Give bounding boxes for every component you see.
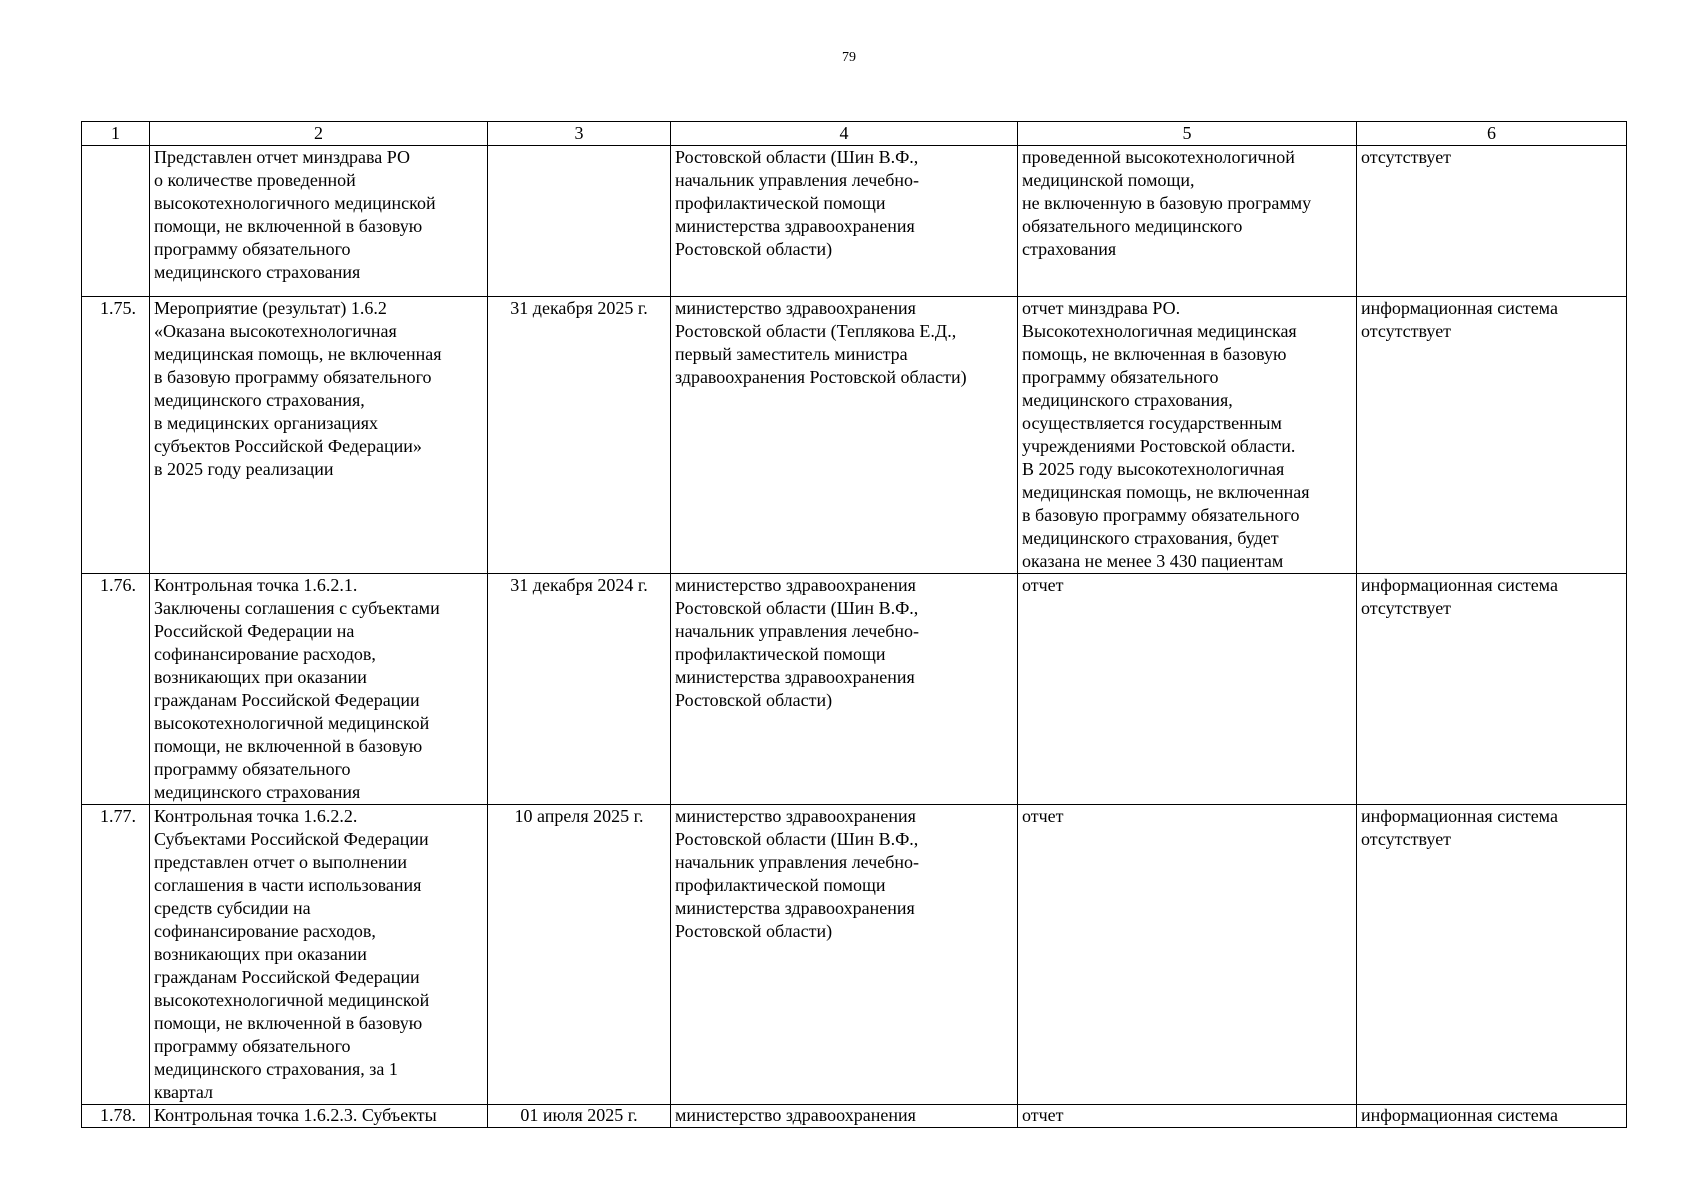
result-cell: отчет — [1018, 805, 1357, 1105]
header-cell: 1 — [82, 122, 150, 146]
table-row — [82, 574, 1627, 805]
header-cell: 5 — [1018, 122, 1357, 146]
event-cell: Контрольная точка 1.6.2.2. Субъектами Российской Федерации представлен отчет о выполнении соглашения в части использования средств субсидии на софинансирование расходов, возникающих при оказании гражданам Российской Федерации высокотехнологичной медицинской помощи, не включенной в базовую программу обязательного медицинского страхования, за 1 квартал — [150, 805, 488, 1105]
row-number: 1.78. — [82, 1105, 150, 1128]
header-cell: 2 — [150, 122, 488, 146]
page-number: 79 — [842, 50, 856, 65]
date-cell: 01 июля 2025 г. — [488, 1105, 671, 1128]
info-system-cell: информационная система отсутствует — [1357, 574, 1627, 805]
info-system-cell: информационная система — [1357, 1105, 1627, 1128]
table-row — [82, 297, 1627, 574]
result-cell: отчет — [1018, 574, 1357, 805]
row-number: 1.76. — [82, 574, 150, 805]
result-cell: отчет — [1018, 1105, 1357, 1128]
date-cell — [488, 146, 671, 297]
result-cell: отчет минздрава РО. Высокотехнологичная медицинская помощь, не включенная в базовую программу обязательного медицинского страхования, осуществляется государственным учреждениями Ростовской области. В 2025 году высокотехнологичная медицинская помощь, не включенная в базовую программу обязательного медицинского страхования, будет оказана не менее 3 430 пациентам — [1018, 297, 1357, 574]
header-cell: 3 — [488, 122, 671, 146]
responsible-cell: министерство здравоохранения — [671, 1105, 1018, 1128]
responsible-cell: министерство здравоохранения Ростовской области (Шин В.Ф., начальник управления лечебно- профилактической помощи министерства здравоохранения Ростовской области) — [671, 574, 1018, 805]
event-cell: Контрольная точка 1.6.2.1. Заключены соглашения с субъектами Российской Федерации на софинансирование расходов, возникающих при оказании гражданам Российской Федерации высокотехнологичной медицинской помощи, не включенной в базовую программу обязательного медицинского страхования — [150, 574, 488, 805]
responsible-cell: министерство здравоохранения Ростовской области (Теплякова Е.Д., первый заместитель министра здравоохранения Ростовской области) — [671, 297, 1018, 574]
info-system-cell: отсутствует — [1357, 146, 1627, 297]
date-cell: 31 декабря 2025 г. — [488, 297, 671, 574]
document-table — [81, 121, 1627, 1128]
event-cell: Контрольная точка 1.6.2.3. Субъекты — [150, 1105, 488, 1128]
table-row — [82, 805, 1627, 1105]
result-cell: проведенной высокотехнологичной медицинской помощи, не включенную в базовую программу обязательного медицинского страхования — [1018, 146, 1357, 297]
table-row — [82, 1105, 1627, 1128]
date-cell: 31 декабря 2024 г. — [488, 574, 671, 805]
date-cell: 10 апреля 2025 г. — [488, 805, 671, 1105]
info-system-cell: информационная система отсутствует — [1357, 805, 1627, 1105]
header-cell: 4 — [671, 122, 1018, 146]
row-number: 1.75. — [82, 297, 150, 574]
row-number: 1.77. — [82, 805, 150, 1105]
responsible-cell: Ростовской области (Шин В.Ф., начальник управления лечебно- профилактической помощи министерства здравоохранения Ростовской области) — [671, 146, 1018, 297]
table-row — [82, 146, 1627, 297]
header-cell: 6 — [1357, 122, 1627, 146]
event-cell: Мероприятие (результат) 1.6.2 «Оказана высокотехнологичная медицинская помощь, не включенная в базовую программу обязательного медицинского страхования, в медицинских организациях субъектов Российской Федерации» в 2025 году реализации — [150, 297, 488, 574]
responsible-cell: министерство здравоохранения Ростовской области (Шин В.Ф., начальник управления лечебно- профилактической помощи министерства здравоохранения Ростовской области) — [671, 805, 1018, 1105]
table-header-row — [82, 122, 1627, 146]
event-cell: Представлен отчет минздрава РО о количестве проведенной высокотехнологичного медицинской помощи, не включенной в базовую программу обязательного медицинского страхования — [150, 146, 488, 297]
row-number — [82, 146, 150, 297]
info-system-cell: информационная система отсутствует — [1357, 297, 1627, 574]
